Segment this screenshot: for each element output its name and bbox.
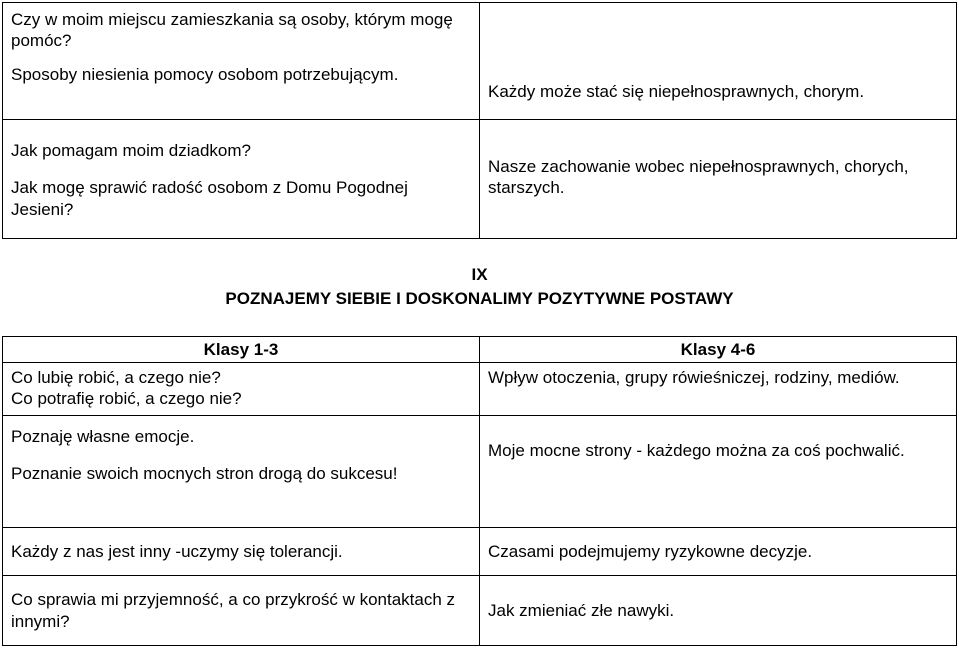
table-row	[3, 363, 957, 416]
table-cell	[480, 3, 957, 120]
table-row	[3, 528, 957, 576]
column-header: Klasy 4-6	[480, 337, 957, 363]
bottom-table	[2, 336, 957, 646]
topic-text: Każdy z nas jest inny -uczymy się tolerancji.	[11, 541, 343, 561]
table-row	[3, 3, 957, 120]
table-row	[3, 120, 957, 239]
topic-text: Poznanie swoich mocnych stron drogą do sukcesu!	[11, 464, 398, 484]
topic-text: Poznaję własne emocje.	[11, 427, 195, 446]
table-row	[3, 576, 957, 646]
topic-text: Jak mogę sprawić radość osobom z Domu Pogodnej Jesieni?	[11, 178, 408, 219]
topic-text: Co potrafię robić, a czego nie?	[11, 389, 242, 409]
topic-text: Co sprawia mi przyjemność, a co przykrość w kontaktach z innymi?	[11, 590, 456, 631]
section-title: POZNAJEMY SIEBIE I DOSKONALIMY POZYTYWNE POSTAWY	[225, 289, 734, 308]
top-table	[2, 2, 957, 239]
table-cell	[3, 120, 480, 239]
topic-text: Czy w moim miejscu zamieszkania są osoby, którym mogę pomóc?	[11, 10, 453, 51]
topic-text: Co lubię robić, a czego nie?	[11, 368, 221, 387]
table-cell	[480, 416, 957, 528]
table-cell	[3, 3, 480, 120]
header-row	[3, 337, 957, 363]
table-cell	[3, 528, 480, 576]
topic-text: Jak pomagam moim dziadkom?	[11, 141, 251, 160]
topic-text: Wpływ otoczenia, grupy rówieśniczej, rodziny, mediów.	[488, 368, 900, 387]
section-number: IX	[471, 265, 488, 284]
table-cell	[480, 120, 957, 239]
topic-text: Jak zmieniać złe nawyki.	[488, 600, 675, 620]
table-cell	[480, 576, 957, 646]
table-cell	[3, 363, 480, 416]
column-header: Klasy 1-3	[3, 337, 480, 363]
topic-text: Każdy może stać się niepełnosprawnych, chorym.	[488, 82, 865, 101]
table-cell	[3, 416, 480, 528]
topic-text: Moje mocne strony - każdego można za coś pochwalić.	[488, 441, 905, 460]
topic-text: Czasami podejmujemy ryzykowne decyzje.	[488, 541, 813, 561]
topic-text: Nasze zachowanie wobec niepełnosprawnych, chorych, starszych.	[488, 157, 909, 198]
topic-text: Sposoby niesienia pomocy osobom potrzebującym.	[11, 64, 399, 84]
table-cell	[480, 528, 957, 576]
table-row	[3, 416, 957, 528]
table-cell	[3, 576, 480, 646]
table-cell	[480, 363, 957, 416]
